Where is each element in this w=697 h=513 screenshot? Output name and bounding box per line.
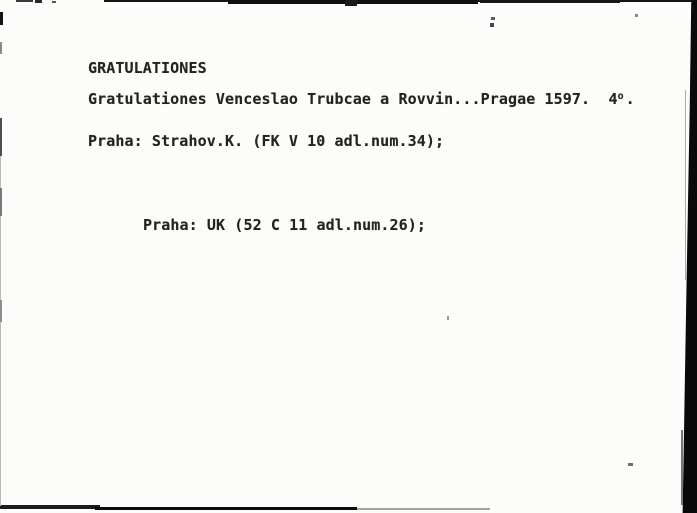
scan-edge-right bbox=[679, 0, 697, 513]
scan-speck bbox=[628, 463, 633, 466]
scan-edge-top bbox=[480, 0, 620, 3]
scan-artifact-top bbox=[35, 0, 42, 3]
scan-edge-left bbox=[0, 118, 2, 156]
holding-line-uk: Praha: UK (52 C 11 adl.num.26); bbox=[143, 216, 427, 234]
scan-speck bbox=[491, 17, 495, 20]
scan-edge-bottom bbox=[0, 505, 100, 509]
title-text: Gratulationes Venceslao Trubcae a Rovvin...Pragae 1597. bbox=[88, 90, 609, 108]
scan-artifact-top bbox=[345, 0, 357, 6]
format-superscript: o bbox=[617, 91, 624, 102]
scan-speck bbox=[490, 23, 494, 27]
scan-edge-right-faint bbox=[685, 90, 686, 280]
scan-edge-bottom bbox=[95, 507, 357, 510]
scan-edge-top bbox=[228, 0, 478, 4]
scan-artifact-top bbox=[16, 0, 33, 2]
scan-edge-left bbox=[0, 300, 2, 322]
card-heading: GRATULATIONES bbox=[88, 59, 207, 77]
scan-edge-bottom bbox=[357, 508, 490, 510]
scan-speck bbox=[447, 316, 449, 320]
scan-edge-left bbox=[0, 156, 1, 506]
scan-edge-left bbox=[0, 42, 2, 54]
scan-edge-top bbox=[104, 0, 692, 2]
format-number: 4 bbox=[608, 90, 618, 108]
holding-line-strahov: Praha: Strahov.K. (FK V 10 adl.num.34); bbox=[88, 132, 445, 150]
scan-edge-right-faint bbox=[681, 430, 683, 505]
scan-artifact-top bbox=[52, 1, 56, 3]
scan-edge-left bbox=[0, 12, 3, 25]
format-period: . bbox=[625, 90, 635, 108]
card-title-line bbox=[88, 89, 635, 107]
scan-edge-left bbox=[0, 188, 2, 216]
scan-speck bbox=[635, 14, 638, 17]
